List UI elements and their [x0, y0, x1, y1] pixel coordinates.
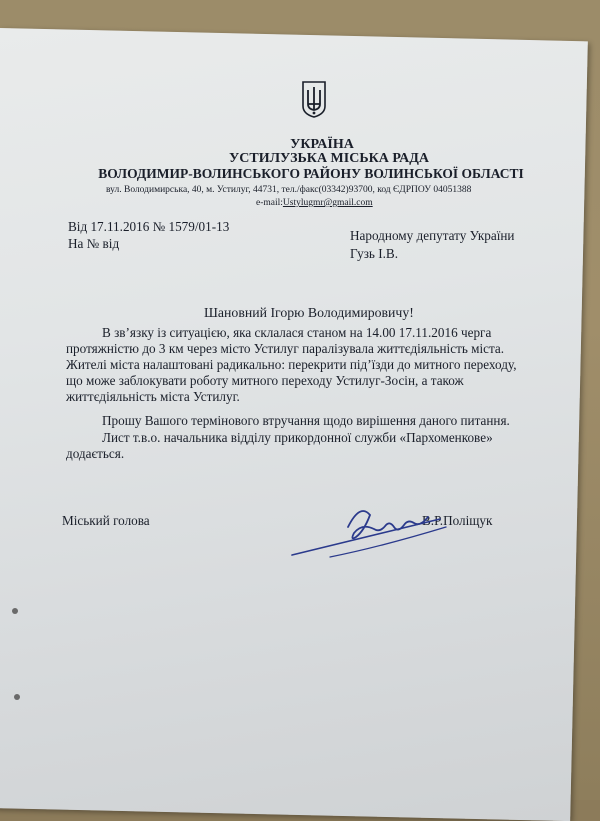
body-line: В зв’язку із ситуацією, яка склалася станом на 14.00 17.11.2016 черга: [102, 325, 492, 340]
body-line: протяжністю до 3 км через місто Устилуг паралізувала життєдіяльність міста.: [66, 341, 505, 356]
header-country: УКРАЇНА: [290, 137, 354, 152]
handwritten-signature: [290, 497, 450, 567]
body-line: Жителі міста налаштовані радикально: перекрити під’їзди до митного переходу,: [66, 357, 517, 372]
signature-position: Міський голова: [62, 513, 150, 528]
reference-number: Від 17.11.2016 № 1579/01-13: [68, 219, 230, 234]
header-address: вул. Володимирська, 40, м. Устилуг, 44731, тел./факс(03342)93700, код ЄДРПОУ 04051388: [106, 185, 472, 195]
recipient-name: Гузь І.В.: [350, 246, 399, 261]
header-council: УСТИЛУЗЬКА МІСЬКА РАДА: [229, 151, 429, 166]
body-line: Лист т.в.о. начальника відділу прикордонної служби «Пархоменкове»: [102, 430, 493, 445]
body-line: Прошу Вашого термінового втручання щодо вирішення даного питання.: [102, 413, 510, 428]
body-line: життєдіяльність міста Устилуг.: [66, 389, 240, 404]
reference-incoming: На № від: [68, 236, 120, 251]
signature-name: В.Р.Поліщук: [422, 513, 493, 528]
body-line: що може заблокувати роботу митного переходу Устилуг-Зосін, а також: [66, 373, 464, 388]
email-prefix: e-mail:: [256, 198, 283, 208]
header-district: ВОЛОДИМИР-ВОЛИНСЬКОГО РАЙОНУ ВОЛИНСЬКОЇ ОБЛАСТІ: [98, 166, 524, 181]
trident-emblem-icon: [301, 80, 327, 118]
body-line: додається.: [66, 446, 125, 461]
salutation: Шановний Ігорю Володимировичу!: [204, 305, 414, 320]
punch-hole: [14, 694, 20, 700]
recipient-title: Народному депутату України: [350, 228, 515, 243]
header-email: [256, 198, 373, 208]
email-value: Ustylugmr@gmail.com: [282, 198, 373, 208]
punch-hole: [12, 608, 18, 614]
